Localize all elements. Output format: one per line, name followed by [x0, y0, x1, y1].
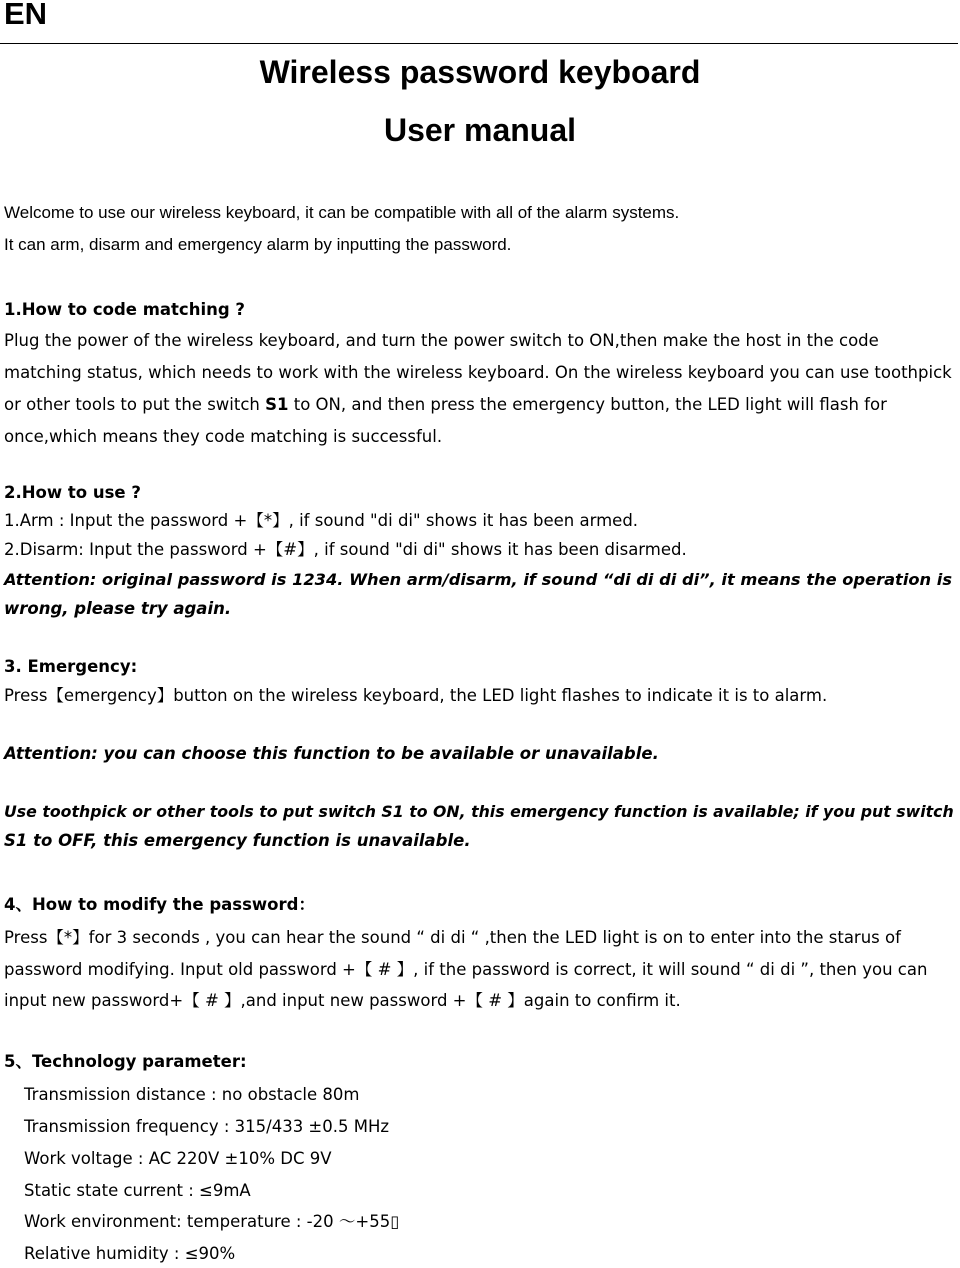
- section-2-heading: 2.How to use ?: [4, 483, 141, 502]
- section-5-heading: 5、Technology parameter:: [4, 1052, 247, 1071]
- switch-s1-label: S1: [265, 395, 289, 414]
- section-1-line-4: once,which means they code matching is successful.: [4, 427, 443, 446]
- section-3-attention: Attention: you can choose this function to be available or unavailable.: [4, 744, 659, 763]
- section-1-heading: 1.How to code matching ?: [4, 300, 245, 319]
- section-4-line-3: input new password+【 # 】,and input new password +【 # 】again to confirm it.: [4, 991, 681, 1010]
- arm-instruction: 1.Arm : Input the password +【*】, if sound "di di" shows it has been armed.: [4, 511, 639, 530]
- section-4-line-2: password modifying. Input old password +【 # 】, if the password is correct, it will sound “ di di ”, then you can: [4, 960, 928, 979]
- section-2-attention-2: wrong, please try again.: [4, 599, 232, 618]
- section-1-line-3a: or other tools to put the switch: [4, 395, 266, 414]
- section-3-use-line-2: S1 to OFF, this emergency function is unavailable.: [4, 831, 471, 850]
- section-2-attention-1: Attention: original password is 1234. When arm/disarm, if sound “di di di di”, it means the operation is: [4, 570, 953, 589]
- language-label: EN: [4, 0, 48, 31]
- intro-line-1: Welcome to use our wireless keyboard, it can be compatible with all of the alarm systems.: [4, 203, 680, 222]
- param-relative-humidity: Relative humidity : ≤90%: [24, 1244, 236, 1263]
- emergency-instruction: Press【emergency】button on the wireless keyboard, the LED light flashes to indicate it is to alarm.: [4, 686, 828, 705]
- section-1-line-1: Plug the power of the wireless keyboard, and turn the power switch to ON,then make the host in the code: [4, 331, 879, 350]
- param-transmission-frequency: Transmission frequency : 315/433 ±0.5 MHz: [24, 1117, 390, 1136]
- document-title: Wireless password keyboard: [259, 54, 701, 90]
- section-3-heading: 3. Emergency:: [4, 657, 138, 676]
- param-transmission-distance: Transmission distance : no obstacle 80m: [24, 1085, 360, 1104]
- intro-line-2: It can arm, disarm and emergency alarm by inputting the password.: [4, 235, 512, 254]
- section-4-heading: 4、How to modify the password：: [4, 895, 315, 914]
- disarm-instruction: 2.Disarm: Input the password +【#】, if sound "di di" shows it has been disarmed.: [4, 540, 687, 559]
- param-work-voltage: Work voltage : AC 220V ±10% DC 9V: [24, 1149, 332, 1168]
- header-divider: [0, 43, 958, 44]
- section-1-line-3c: to ON, and then press the emergency button, the LED light will flash for: [288, 395, 887, 414]
- section-1-line-2: matching status, which needs to work with the wireless keyboard. On the wireless keyboard you can use toothpick: [4, 363, 952, 382]
- section-1-line-3: [4, 395, 887, 415]
- param-work-environment: Work environment: temperature : -20 ～+55▯: [24, 1212, 400, 1231]
- section-3-use-line-1: Use toothpick or other tools to put switch S1 to ON, this emergency function is available; if you put switch: [4, 802, 954, 821]
- section-4-line-1: Press【*】for 3 seconds , you can hear the sound “ di di “ ,then the LED light is on to enter into the starus of: [4, 928, 901, 947]
- param-static-current: Static state current : ≤9mA: [24, 1181, 251, 1200]
- document-subtitle: User manual: [383, 112, 577, 148]
